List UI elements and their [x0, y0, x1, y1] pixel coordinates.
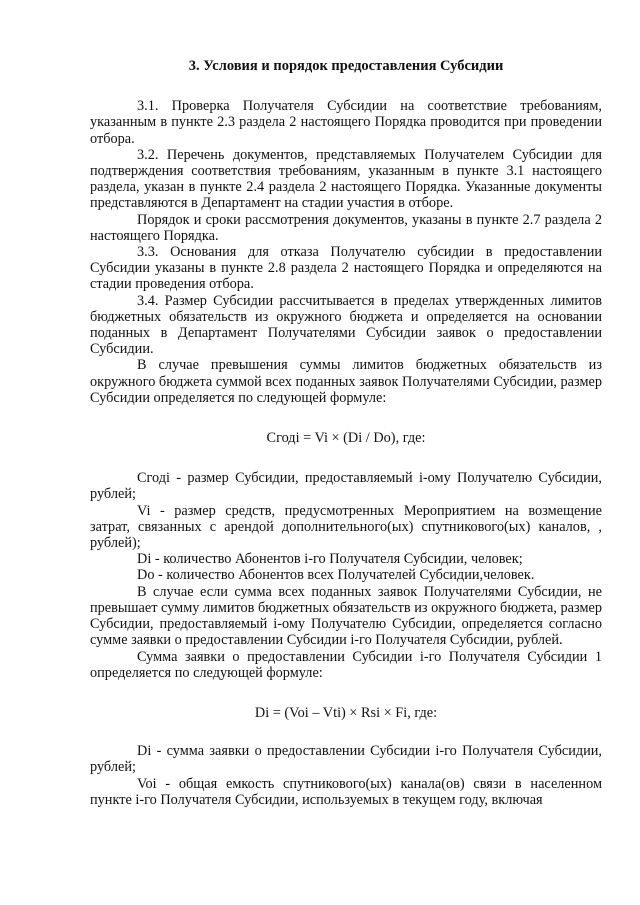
paragraph-3-4: 3.4. Размер Субсидии рассчитывается в пределах утвержденных лимитов бюджетных обязательств из окружного бюджета и определяется на основании поданных в Департамент Получателями Субсидии заявок о предоставлении Субсидии. — [90, 292, 602, 358]
formula-subsidy-size: Cгодi = Vi × (Di / Do), где: — [266, 430, 426, 447]
definition-cgod: Cгодi - размер Субсидии, предоставляемый i-ому Получателю Субсидии, рублей; — [90, 470, 602, 503]
paragraph-no-excess-case: В случае если сумма всех поданных заявок Получателями Субсидии, не превышает сумму лимитов бюджетных обязательств из окружного бюджета, размер Субсидии, предоставляемый i-ому Получателю Субсидии, определяется согласно сумме заявки о предоставлении Субсидии i-го Получателя Субсидии, рублей. — [90, 583, 602, 649]
formula-application-sum: Di = (Voi – Vti) × Rsi × Fi, где: — [254, 704, 438, 721]
paragraph-procedure: Порядок и сроки рассмотрения документов, указаны в пункте 2.7 раздела 2 настоящего Порядка. — [90, 211, 602, 244]
paragraph-excess-case: В случае превышения суммы лимитов бюджетных обязательств из окружного бюджета суммой всех поданных заявок Получателями Субсидии, размер Субсидии определяется по следующей формуле: — [90, 357, 602, 406]
definition-voi: Voi - общая емкость спутникового(ых) канала(ов) связи в населенном пункте i-го Получателя Субсидии, используемых в текущем году, включая — [90, 775, 602, 808]
paragraph-3-3: 3.3. Основания для отказа Получателю субсидии в предоставлении Субсидии указаны в пункте 2.8 раздела 2 настоящего Порядка и определяются на стадии проведения отбора. — [90, 244, 602, 293]
document-page — [90, 58, 602, 808]
definition-di: Di - количество Абонентов i-го Получателя Субсидии, человек; — [137, 551, 523, 568]
definition-vi: Vi - размер средств, предусмотренных Мероприятием на возмещение затрат, связанных с арендой дополнительного(ых) спутникового(ых) каналов, , рублей); — [90, 502, 602, 552]
paragraph-3-2: 3.2. Перечень документов, представляемых Получателем Субсидии для подтверждения соответствия требованиям, указанным в пункте 3.1 настоящего раздела, указан в пункте 2.4 раздела 2 настоящего Порядка. Указанные документы представляются в Департамент на стадии участия в отборе. — [90, 146, 602, 212]
definition-do: Do - количество Абонентов всех Получателей Субсидии,человек. — [137, 567, 535, 584]
section-heading: 3. Условия и порядок предоставления Субсидии — [188, 58, 504, 74]
paragraph-3-1: 3.1. Проверка Получателя Субсидии на соответствие требованиям, указанным в пункте 2.3 раздела 2 настоящего Порядка проводится при проведении отбора. — [90, 98, 602, 147]
definition-di-sum: Di - сумма заявки о предоставлении Субсидии i-го Получателя Субсидии, рублей; — [90, 743, 602, 776]
paragraph-application-sum: Сумма заявки о предоставлении Субсидии i-го Получателя Субсидии 1 определяется по следующей формуле: — [90, 648, 602, 681]
